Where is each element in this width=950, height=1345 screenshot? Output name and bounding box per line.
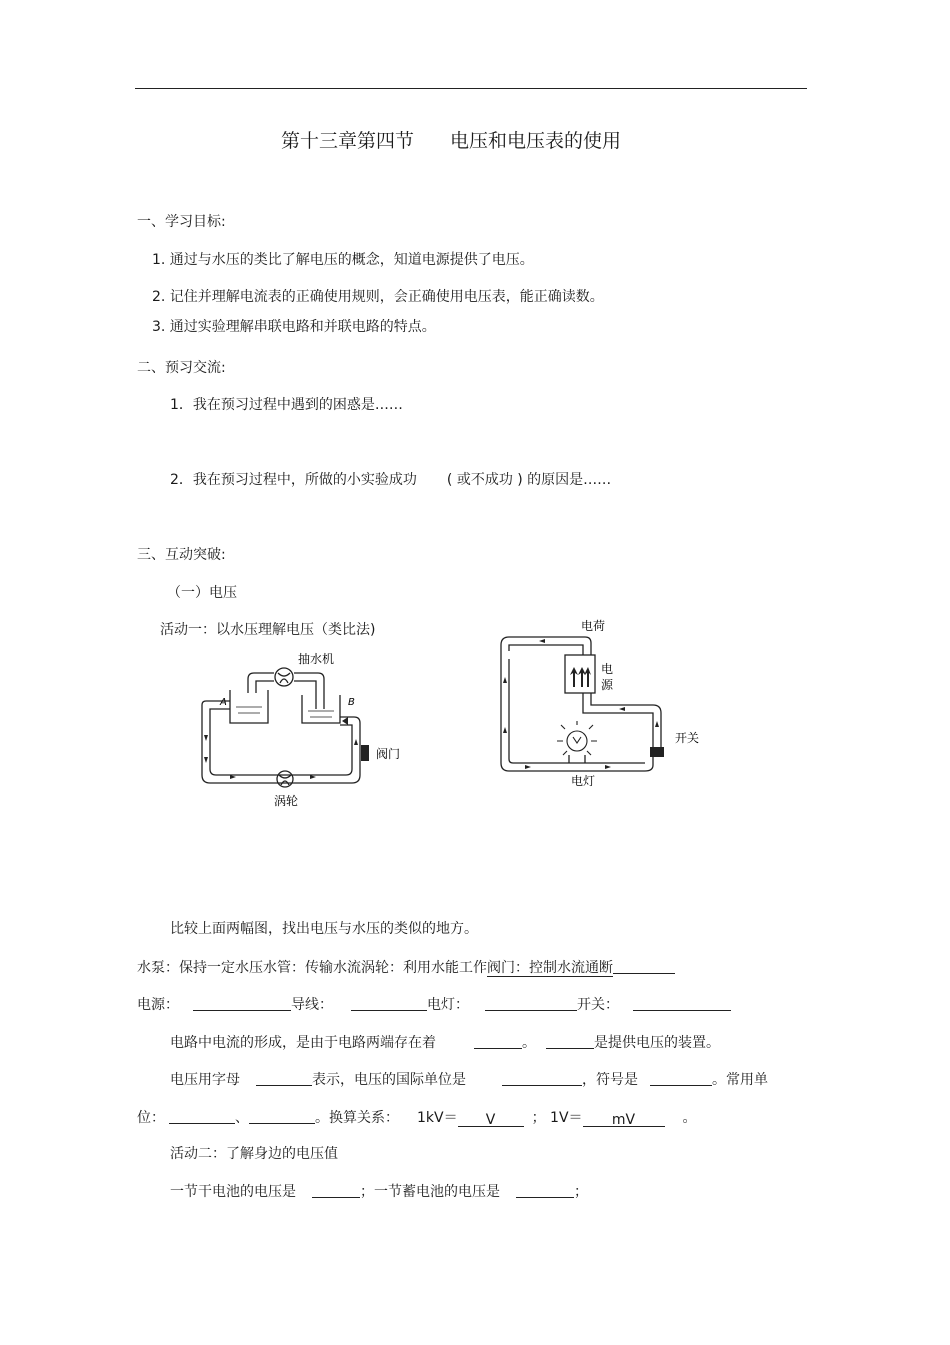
lamp-label: 电灯： <box>427 997 469 1013</box>
conv-text-f: ； 1V＝ <box>531 1110 583 1126</box>
water-valve-text: 阀门：控制水流通断 <box>487 960 613 976</box>
water-label-pump: 抽水机 <box>298 652 335 666</box>
conv-text-b: 、 <box>235 1110 249 1126</box>
water-analogy-figure <box>190 645 440 815</box>
objective-2: 2. 记住并理解电流表的正确使用规则，会正确使用电压表，能正确读数。 <box>152 289 604 305</box>
activity2-title: 活动二：了解身边的电压值 <box>170 1146 338 1162</box>
conv-blank-unit-2[interactable] <box>249 1108 315 1124</box>
battery-text-b: ；一节蓄电池的电压是 <box>360 1184 500 1200</box>
power-source-blank[interactable] <box>193 995 291 1011</box>
conv-blank-unit-1[interactable] <box>169 1108 235 1124</box>
water-pipe-text: 水管：传输水流 <box>263 960 361 976</box>
current-text-a: 电路中电流的形成，是由于电路两端存在着 <box>170 1035 436 1051</box>
unit-blank-letter[interactable] <box>256 1070 312 1086</box>
page-title <box>281 129 621 153</box>
unit-blank-symbol[interactable] <box>650 1070 712 1086</box>
battery-text-a: 一节干电池的电压是 <box>170 1184 296 1200</box>
unit-text-d: 。常用单 <box>712 1072 768 1088</box>
circuit-label-switch: 开关 <box>675 731 700 745</box>
water-analogy-line <box>137 958 675 977</box>
conv-text-c: 。换算关系： <box>315 1110 399 1126</box>
power-analogy-line <box>137 995 731 1014</box>
unit-text-b: 表示，电压的国际单位是 <box>312 1072 466 1088</box>
title-topic: 电压和电压表的使用 <box>450 130 622 152</box>
wire-blank[interactable] <box>351 995 427 1011</box>
conv-blank-kv[interactable] <box>458 1111 524 1127</box>
current-text-c: 是提供电压的装置。 <box>594 1035 720 1051</box>
storage-cell-blank[interactable] <box>516 1182 574 1198</box>
preview-item-2-b: ( 或不成功 ) 的原因是…… <box>446 472 612 488</box>
preview-item-1: 1．我在预习过程中遇到的困惑是…… <box>170 397 403 413</box>
switch-label: 开关： <box>577 997 619 1013</box>
water-turbine-text: 涡轮：利用水能工作 <box>361 960 487 976</box>
current-text-b: 。 <box>522 1035 536 1051</box>
preview-item-2-a: 2．我在预习过程中，所做的小实验成功 <box>170 472 417 488</box>
circuit-label-source-2: 源 <box>601 678 614 692</box>
objective-3: 3. 通过实验理解串联电路和并联电路的特点。 <box>152 319 436 335</box>
water-label-turbine: 涡轮 <box>274 794 299 808</box>
section2-heading: 二、预习交流: <box>137 360 226 376</box>
circuit-analogy-figure <box>495 615 710 790</box>
compare-prompt: 比较上面两幅图，找出电压与水压的类似的地方。 <box>170 921 478 937</box>
conv-blank-mv[interactable] <box>583 1111 665 1127</box>
current-blank-1[interactable] <box>474 1033 522 1049</box>
unit-blank-si[interactable] <box>502 1070 582 1086</box>
lamp-blank[interactable] <box>485 995 577 1011</box>
unit-text-c: ，符号是 <box>582 1072 638 1088</box>
conv-text-h: 。 <box>682 1110 697 1126</box>
section1-heading: 一、学习目标: <box>137 214 226 230</box>
battery-text-c: ； <box>574 1184 588 1200</box>
objective-1: 1. 通过与水压的类比了解电压的概念，知道电源提供了电压。 <box>152 252 534 268</box>
voltage-unit-line <box>170 1070 768 1089</box>
dry-cell-blank[interactable] <box>312 1182 360 1198</box>
wire-label: 导线： <box>291 997 333 1013</box>
conv-unit-mv: mV <box>611 1112 636 1128</box>
circuit-label-source-1: 电 <box>601 662 614 676</box>
unit-conversion-line <box>137 1108 697 1127</box>
circuit-label-charge: 电荷 <box>581 619 606 633</box>
water-pump-text: 水泵：保持一定水压 <box>137 960 263 976</box>
conv-text-a: 位： <box>137 1110 165 1126</box>
water-label-valve: 阀门 <box>376 747 401 761</box>
circuit-label-lamp: 电灯 <box>571 774 596 788</box>
preview-item-2 <box>170 471 611 489</box>
current-blank-2[interactable] <box>546 1033 594 1049</box>
header-rule <box>135 88 807 89</box>
section3-heading: 三、互动突破: <box>137 547 226 563</box>
conv-text-d: 1kV＝ <box>417 1110 458 1126</box>
switch-blank[interactable] <box>633 995 731 1011</box>
water-label-a: A <box>220 697 227 708</box>
activity1-title: 活动一：以水压理解电压（类比法) <box>160 622 376 638</box>
battery-voltage-line <box>170 1182 588 1201</box>
unit-text-a: 电压用字母 <box>170 1072 240 1088</box>
water-label-b: B <box>348 697 355 708</box>
title-chapter: 第十三章第四节 <box>281 130 415 152</box>
subsection-voltage: （一）电压 <box>167 585 237 601</box>
current-formation-line <box>170 1033 720 1052</box>
power-source-label: 电源： <box>137 997 179 1013</box>
conv-unit-v: V <box>485 1112 496 1128</box>
water-line-blank[interactable] <box>613 958 675 974</box>
